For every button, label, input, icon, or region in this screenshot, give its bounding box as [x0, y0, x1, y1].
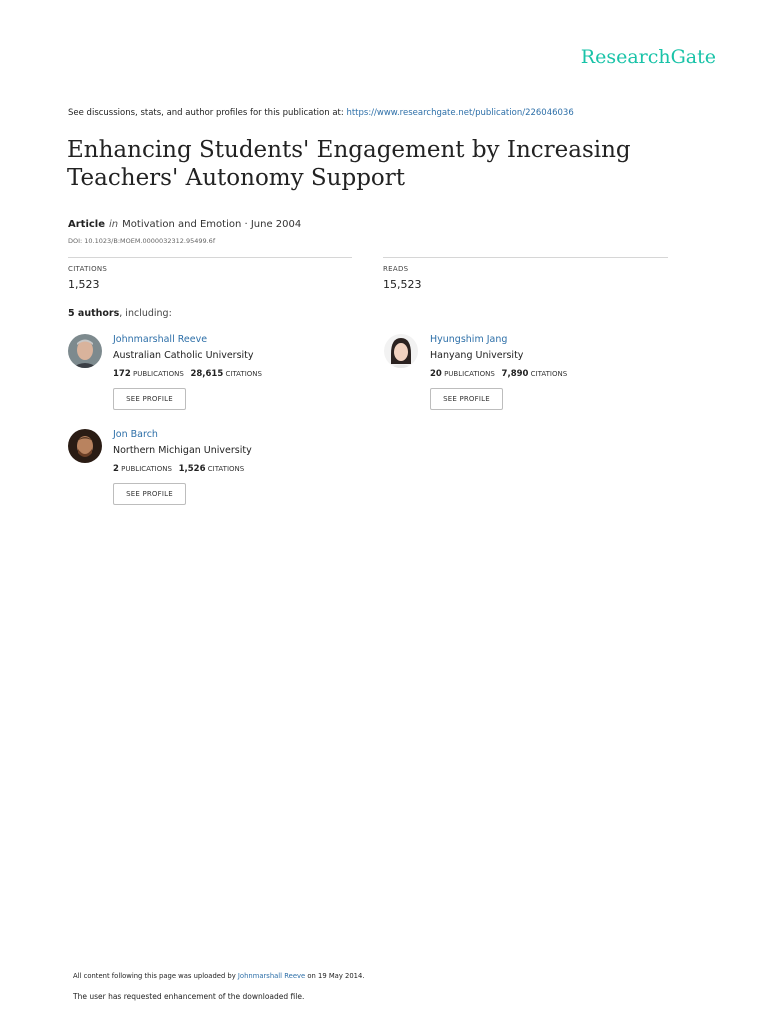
author-institution-barch: Northern Michigan University — [113, 445, 252, 456]
researchgate-logo[interactable]: ResearchGate — [580, 46, 716, 68]
uploader-link[interactable]: Johnmarshall Reeve — [237, 972, 306, 980]
citations-label: CITATIONS — [207, 465, 245, 473]
upload-suffix: on 19 May 2014. — [305, 972, 365, 980]
intro-line — [68, 108, 574, 118]
publications-label: PUBLICATIONS — [444, 370, 495, 378]
reads-label: READS — [383, 265, 409, 273]
publication-type: Article — [68, 219, 106, 230]
avatar-barch[interactable] — [68, 429, 102, 463]
authors-count — [68, 308, 172, 319]
avatar-reeve[interactable] — [68, 334, 102, 368]
avatar-jang[interactable] — [384, 334, 418, 368]
authors-suffix: , including: — [119, 308, 172, 319]
authors-number: 5 authors — [68, 308, 120, 319]
author-stats-barch — [113, 464, 244, 474]
author-institution-jang: Hanyang University — [430, 350, 524, 361]
author-name-jang[interactable]: Hyungshim Jang — [430, 334, 508, 345]
citations-label: CITATIONS — [225, 370, 262, 378]
citations-value: 1,523 — [68, 278, 100, 291]
publications-label: PUBLICATIONS — [121, 465, 172, 473]
upload-prefix: All content following this page was uploaded by — [73, 972, 238, 980]
intro-text: See discussions, stats, and author profiles for this publication at: — [68, 108, 347, 118]
title-line-2: Teachers' Autonomy Support — [67, 165, 406, 191]
citations-count: 1,526 — [178, 464, 206, 474]
publications-count: 20 — [430, 369, 442, 379]
title-line-1: Enhancing Students' Engagement by Increasing — [67, 137, 631, 163]
citations-label: CITATIONS — [530, 370, 568, 378]
author-institution-reeve: Australian Catholic University — [113, 350, 254, 361]
author-name-barch[interactable]: Jon Barch — [113, 429, 158, 440]
meta-in: in — [109, 219, 119, 230]
publications-label: PUBLICATIONS — [132, 370, 184, 378]
citations-count: 7,890 — [501, 369, 529, 379]
doi: DOI: 10.1023/B:MOEM.0000032312.95499.6f — [68, 237, 216, 245]
citations-label: CITATIONS — [68, 265, 108, 273]
citations-count: 28,615 — [190, 369, 224, 379]
divider-right — [383, 257, 668, 258]
see-profile-button-reeve[interactable]: SEE PROFILE — [113, 388, 186, 410]
see-profile-button-barch[interactable]: SEE PROFILE — [113, 483, 186, 505]
reads-value: 15,523 — [383, 278, 422, 291]
author-stats-reeve — [113, 369, 262, 379]
enhancement-note: The user has requested enhancement of the downloaded file. — [73, 992, 305, 1001]
journal-date: Motivation and Emotion · June 2004 — [122, 219, 302, 230]
upload-note — [73, 972, 365, 980]
publications-count: 2 — [113, 464, 119, 474]
publication-title — [67, 136, 667, 192]
see-profile-button-jang[interactable]: SEE PROFILE — [430, 388, 503, 410]
author-name-reeve[interactable]: Johnmarshall Reeve — [113, 334, 208, 345]
divider-left — [68, 257, 352, 258]
publications-count: 172 — [113, 369, 131, 379]
publication-meta — [68, 219, 301, 230]
publication-link[interactable]: https://www.researchgate.net/publication/226046036 — [346, 108, 574, 118]
author-stats-jang — [430, 369, 567, 379]
